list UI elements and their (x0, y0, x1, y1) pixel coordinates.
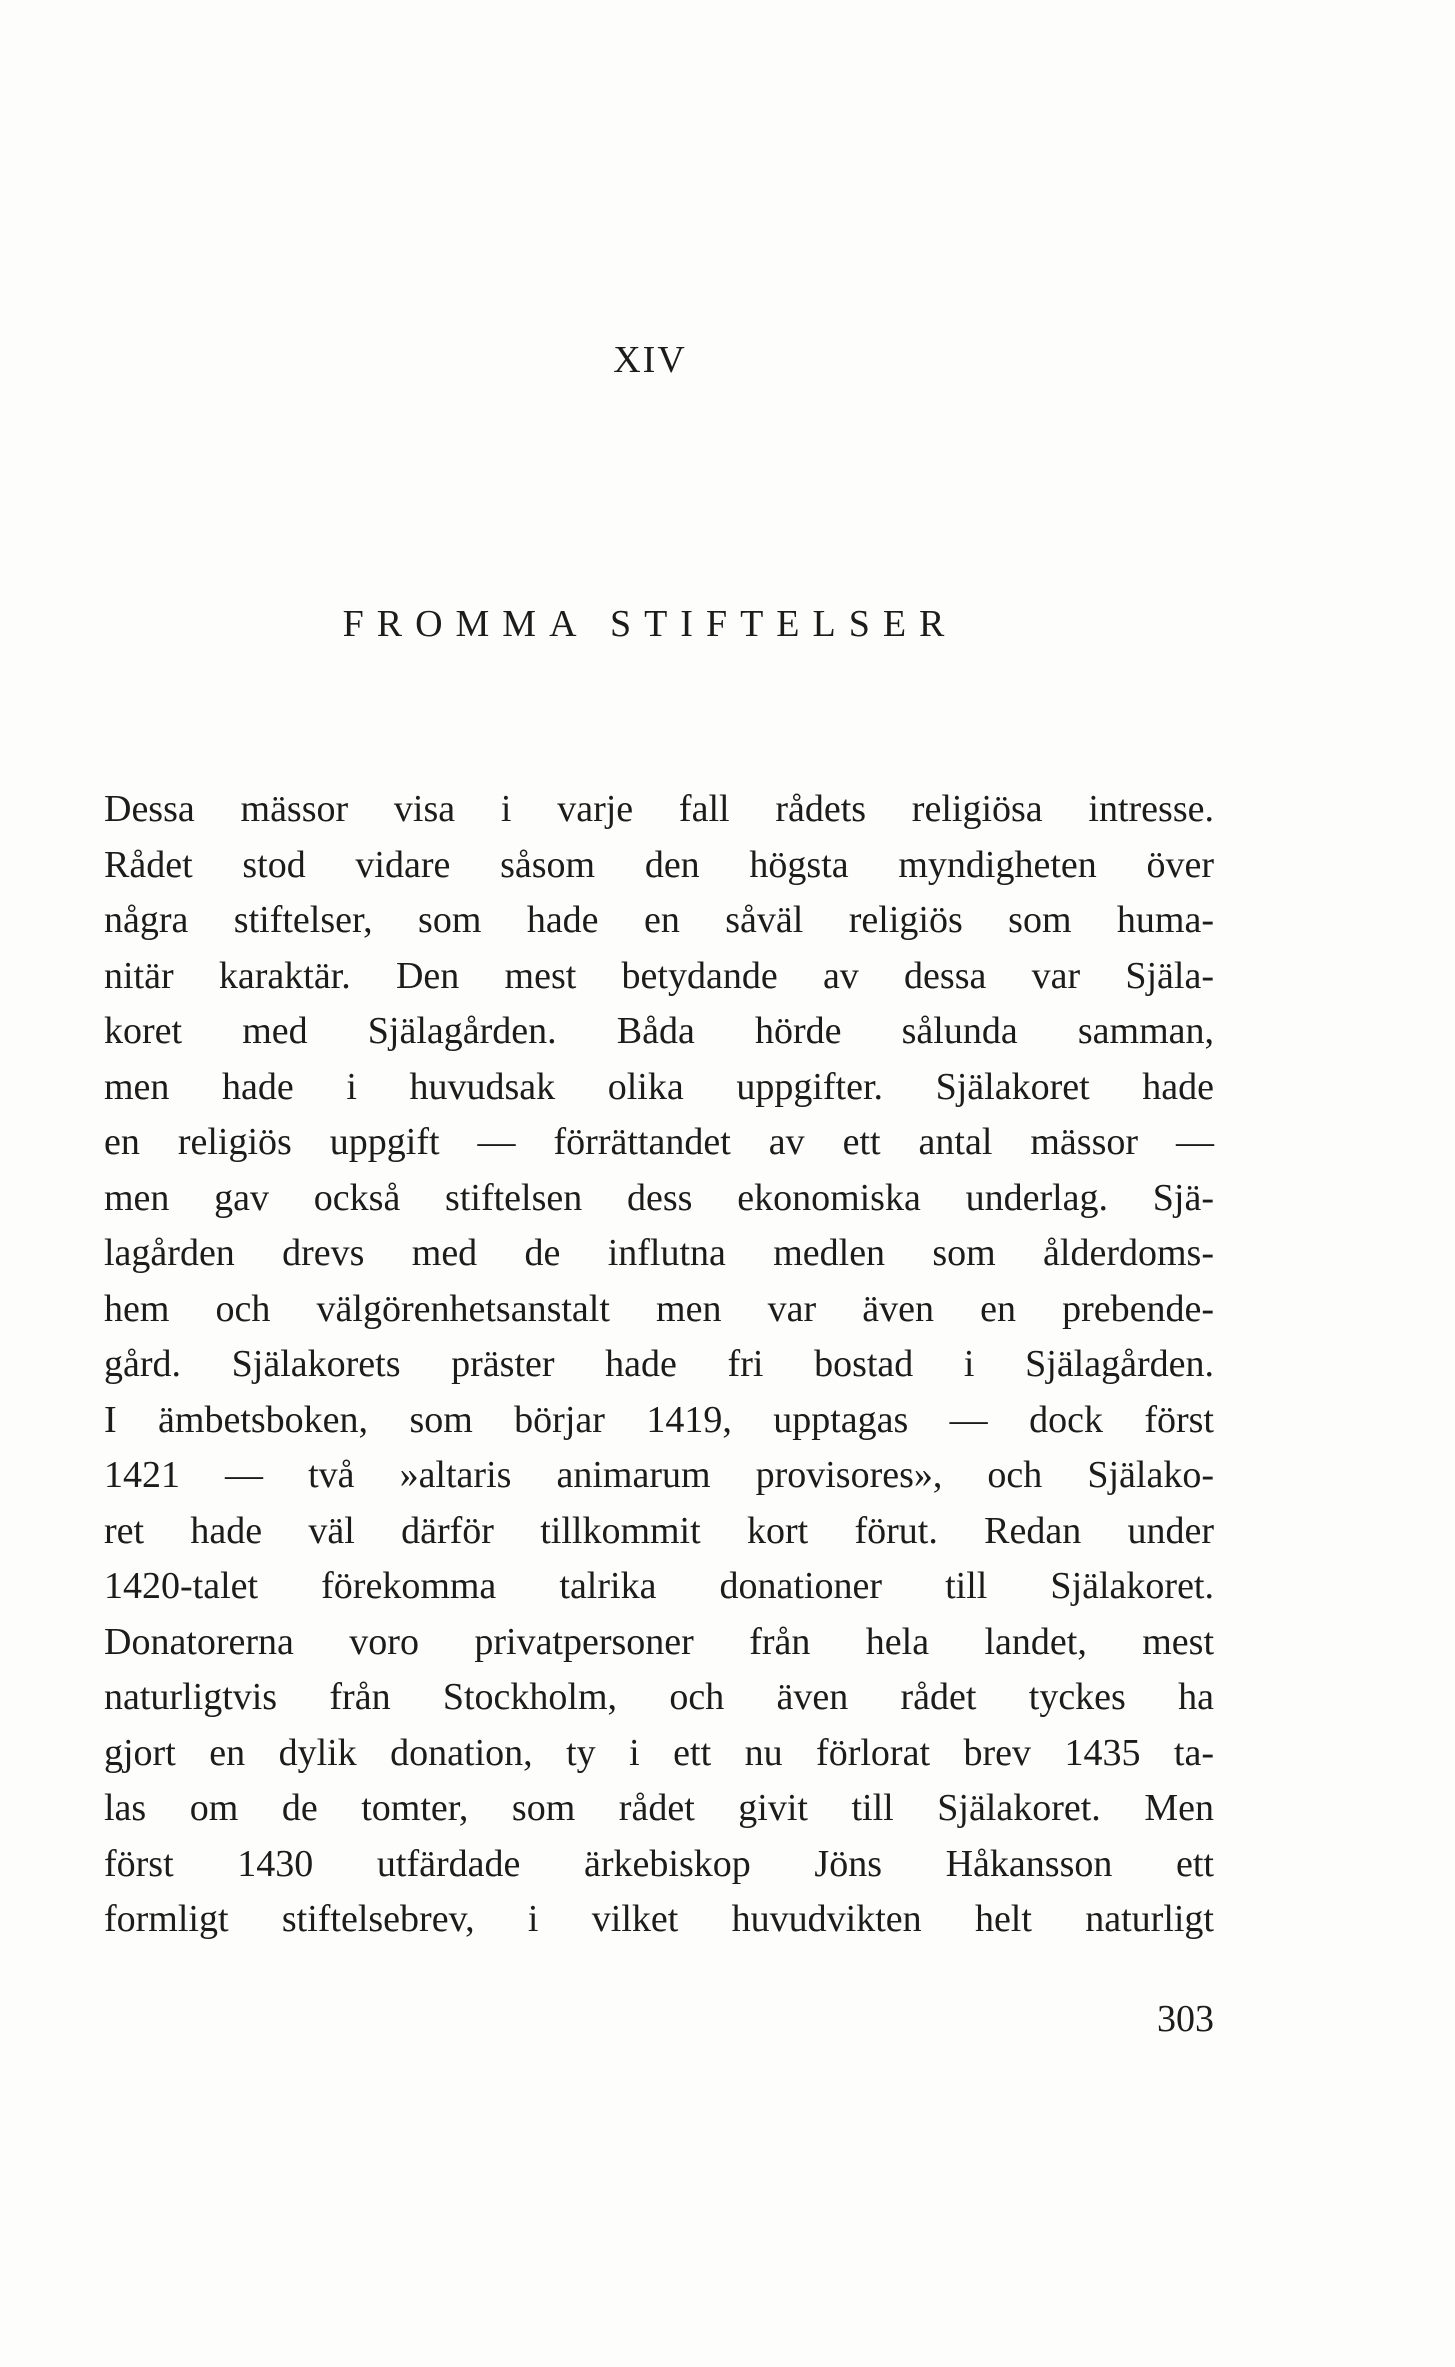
text-line: Donatorerna voro privatpersoner från hela landet, mest (104, 1620, 1214, 1663)
chapter-number: XIV (613, 339, 687, 381)
text-line: nitär karaktär. Den mest betydande av dessa var Själa- (104, 954, 1214, 997)
text-line: hem och välgörenhetsanstalt men var även en prebende- (104, 1287, 1214, 1330)
text-line: en religiös uppgift — förrättandet av ett antal mässor — (104, 1121, 1214, 1163)
text-line: las om de tomter, som rådet givit till Själakoret. Men (104, 1787, 1214, 1829)
text-line: 1421 — två »altaris animarum provisores», och Själako- (104, 1454, 1214, 1496)
text-line: först 1430 utfärdade ärkebiskop Jöns Håkansson ett (104, 1842, 1214, 1885)
text-line: I ämbetsboken, som börjar 1419, upptagas — dock först (104, 1398, 1214, 1441)
chapter-title: FROMMA STIFTELSER (342, 603, 958, 645)
text-line: naturligtvis från Stockholm, och även rådet tyckes ha (104, 1676, 1214, 1718)
text-line: Rådet stod vidare såsom den högsta myndigheten över (104, 843, 1214, 886)
text-line: lagården drevs med de influtna medlen som ålderdoms- (104, 1232, 1214, 1274)
page-number: 303 (1157, 1998, 1214, 2040)
text-line: gjort en dylik donation, ty i ett nu förlorat brev 1435 ta- (104, 1731, 1214, 1774)
text-line: några stiftelser, som hade en såväl religiös som huma- (104, 899, 1214, 941)
text-line: Dessa mässor visa i varje fall rådets religiösa intresse. (104, 788, 1214, 830)
text-line: ret hade väl därför tillkommit kort förut. Redan under (104, 1509, 1214, 1552)
text-line: men hade i huvudsak olika uppgifter. Själakoret hade (104, 1065, 1214, 1108)
text-line: men gav också stiftelsen dess ekonomiska underlag. Sjä- (104, 1176, 1214, 1219)
text-line: 1420-talet förekomma talrika donationer till Själakoret. (104, 1565, 1214, 1607)
text-line: formligt stiftelsebrev, i vilket huvudvikten helt naturligt (104, 1898, 1214, 1940)
body-paragraph (104, 782, 1214, 1948)
text-line: gård. Själakorets präster hade fri bostad i Själagården. (104, 1343, 1214, 1385)
text-line: koret med Själagården. Båda hörde sålunda samman, (104, 1010, 1214, 1052)
